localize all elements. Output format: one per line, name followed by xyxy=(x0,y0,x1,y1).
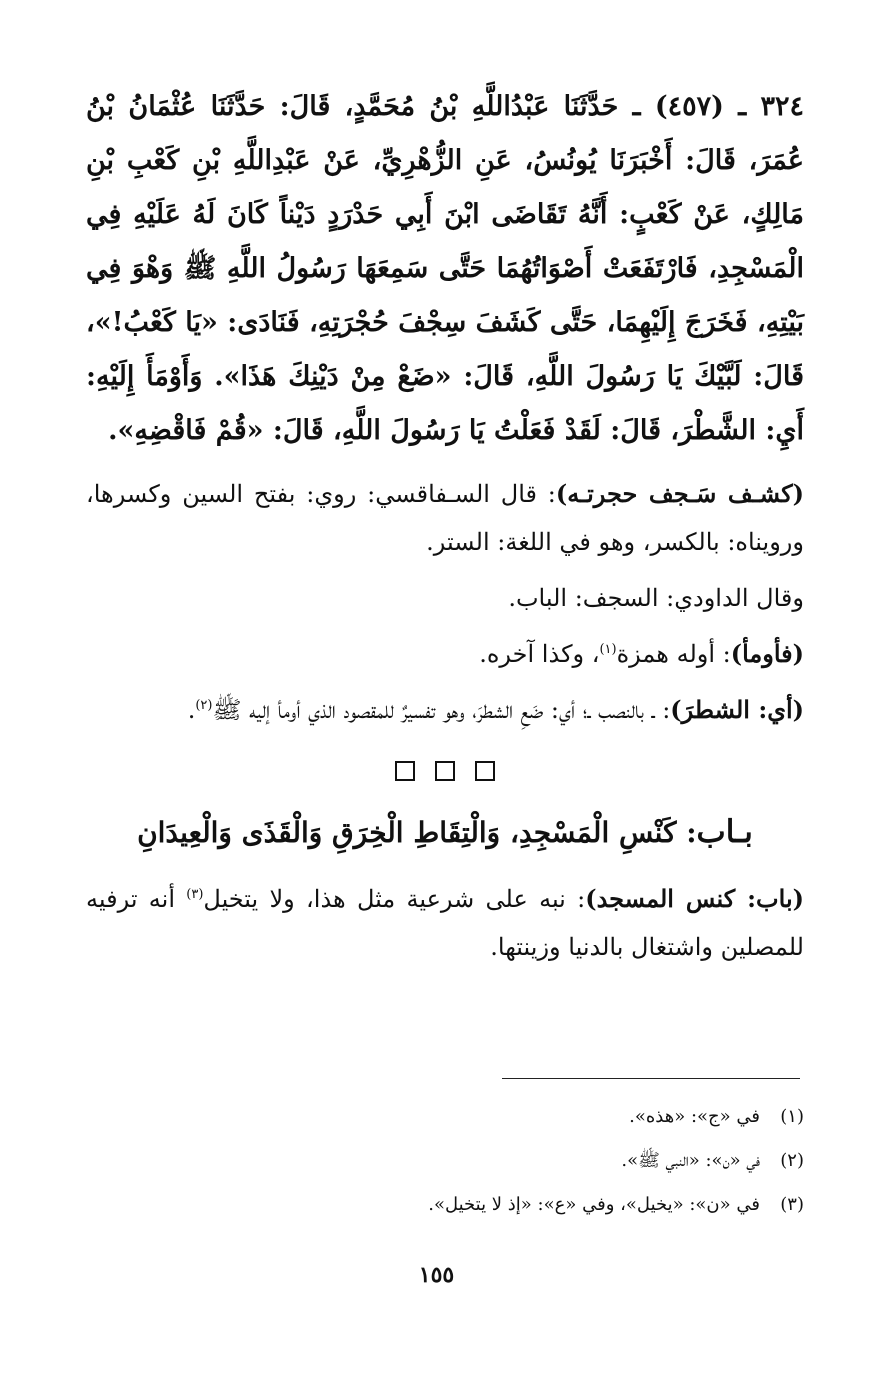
commentary-dawudi xyxy=(86,574,804,622)
hadith-text: ٣٢٤ ـ (٤٥٧) ـ حَدَّثَنَا عَبْدُاللَّهِ بْنُ مُحَمَّدٍ، قَالَ: حَدَّثَنَا عُثْمَانُ بْنُ عُمَرَ، قَالَ: أَخْبَرَنَا يُونُسُ، عَنِ الزُّهْرِيِّ، عَنْ عَبْدِاللَّهِ بْنِ كَعْبِ بْنِ مَالِكٍ، عَنْ كَعْبٍ: أَنَّهُ تَقَاضَى ابْنَ أَبِي حَدْرَدٍ دَيْناً كَانَ لَهُ عَلَيْهِ فِي الْمَسْجِدِ، فَارْتَفَعَتْ أَصْوَاتُهُمَا حَتَّى سَمِعَهَا رَسُولُ اللَّهِ ﷺ وَهْوَ فِي بَيْتِهِ، فَخَرَجَ إِلَيْهِمَا، حَتَّى كَشَفَ سِجْفَ حُجْرَتِهِ، فَنَادَى: «يَا كَعْبُ!»، قَالَ: لَبَّيْكَ يَا رَسُولَ اللَّهِ، قَالَ: «ضَعْ مِنْ دَيْنِكَ هَذَا». وَأَوْمَأَ إِلَيْهِ: أَيِ: الشَّطْرَ، قَالَ: لَقَدْ فَعَلْتُ يَا رَسُولَ اللَّهِ، قَالَ: «قُمْ فَاقْضِهِ». xyxy=(86,91,804,446)
section-separator xyxy=(86,760,804,782)
commentary-text-after: . xyxy=(187,696,196,724)
chapter-bab-label: بـاب xyxy=(696,814,753,850)
commentary-text-after: ، وكذا آخره. xyxy=(479,640,600,668)
commentary-awma xyxy=(86,630,804,678)
footnote xyxy=(86,1183,804,1227)
commentary-term: (أي: الشطرَ) xyxy=(670,695,804,724)
commentary-term: (باب: كنس المسجد) xyxy=(585,884,804,913)
footnote-number: (٢) xyxy=(780,1150,804,1171)
separator-square-icon xyxy=(395,761,415,781)
footnote xyxy=(86,1139,804,1183)
commentary-text: : ـ بالنصب ـ؛ أي: ضَعِ الشطرَ، وهو تفسيرٌ للمقصود الذي أومأ إليه ﷺ xyxy=(212,696,671,724)
commentary-text: : قال السـفاقسي: روي: بفتح السين وكسرها، ورويناه: بالكسر، وهو في اللغة: الستر. xyxy=(86,480,804,556)
footnote xyxy=(86,1095,804,1139)
commentary-term: (فأومأ) xyxy=(730,639,804,668)
chapter-commentary xyxy=(86,875,804,971)
commentary-sajf xyxy=(86,470,804,566)
commentary-text: : نبه على شرعية مثل هذا، ولا يتخيل xyxy=(203,885,586,913)
footnote-text: في «ن»: «يخيل»، وفي «ع»: «إذ لا يتخيل». xyxy=(428,1194,760,1215)
footnote-ref[interactable]: (٣) xyxy=(186,887,204,902)
footnote-ref[interactable]: (١) xyxy=(599,642,617,657)
commentary-shatr xyxy=(86,686,804,734)
page-number: ١٥٥ xyxy=(418,1262,455,1288)
footnote-divider xyxy=(502,1078,800,1079)
footnotes xyxy=(86,1095,804,1227)
footnote-number: (١) xyxy=(780,1106,804,1127)
footnote-text: في «ن»: «النبي ﷺ». xyxy=(621,1150,760,1171)
chapter-title: : كَنْسِ الْمَسْجِدِ، وَالْتِقَاطِ الْخِرَقِ وَالْقَذَى وَالْعِيدَانِ xyxy=(137,816,697,849)
commentary-text: : أوله همزة xyxy=(616,640,731,668)
commentary-text: وقال الداودي: السجف: الباب. xyxy=(508,584,804,612)
chapter-heading xyxy=(86,804,804,861)
commentary-text-after: أنه ترفيه للمصلين واشتغال بالدنيا وزينتها. xyxy=(86,885,804,961)
page-body xyxy=(86,80,804,979)
footnote-text: في «ج»: «هذه». xyxy=(629,1106,760,1127)
separator-square-icon xyxy=(475,761,495,781)
commentary-term: (كشـف سَـجف حجرتـه) xyxy=(555,479,804,508)
footnote-number: (٣) xyxy=(780,1194,804,1215)
footnote-ref[interactable]: (٢) xyxy=(195,698,213,713)
separator-square-icon xyxy=(435,761,455,781)
